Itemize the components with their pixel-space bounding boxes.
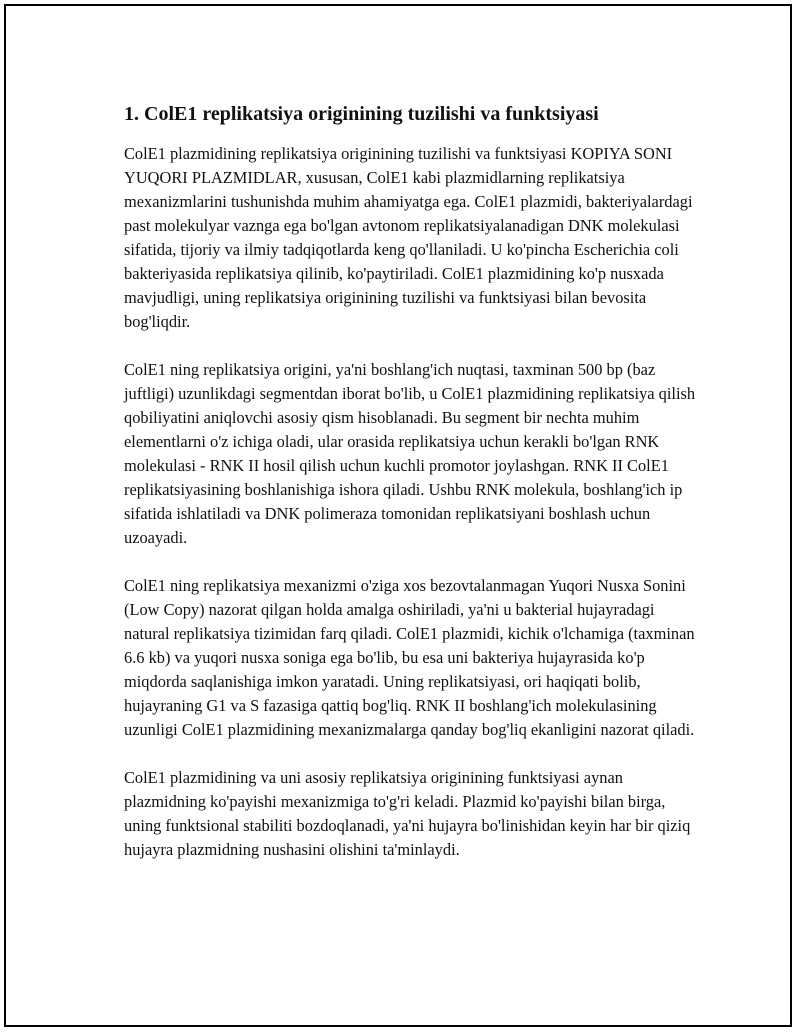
document-body [124, 102, 704, 886]
paragraph-4: ColE1 plazmidining va uni asosiy replikatsiya originining funktsiyasi aynan plazmidning ko'payishi mexanizmiga to'g'ri keladi. Plazmid ko'payishi bilan birga, uning funktsional stabiliti bozdoqlanadi, ya'ni hujayra bo'linishidan keyin har bir qiziq hujayra plazmidning nushasini olishini ta'minlaydi. [124, 768, 691, 859]
paragraph-2: ColE1 ning replikatsiya origini, ya'ni boshlang'ich nuqtasi, taxminan 500 bp (baz juftligi) uzunlikdagi segmentdan iborat bo'lib, u ColE1 plazmidining replikatsiya qilish qobiliyatini aniqlovchi asosiy qism hisoblanadi. Bu segment bir nechta muhim elementlarni o'z ichiga oladi, ular orasida replikatsiya uchun kerakli bo'lgan RNK molekulasi - RNK II hosil qilish uchun kuchli promotor joylashgan. RNK II ColE1 replikatsiyasining boshlanishiga ishora qiladi. Ushbu RNK molekula, boshlang'ich ip sifatida ishlatiladi va DNK polimeraza tomonidan replikatsiyani boshlash uchun uzoayadi. [124, 360, 696, 547]
section-heading: 1. ColE1 replikatsiya originining tuzilishi va funktsiyasi [124, 103, 599, 125]
page-frame [4, 4, 792, 1027]
paragraph-1: ColE1 plazmidining replikatsiya originining tuzilishi va funktsiyasi KOPIYA SONI YUQORI PLAZMIDLAR, xususan, ColE1 kabi plazmidlarning replikatsiya mexanizmlarini tushunishda muhim ahamiyatga ega. ColE1 plazmidi, bakteriyalardagi past molekulyar vaznga ega bo'lgan avtonom replikatsiyalanadigan DNK molekulasi sifatida, tijoriy va ilmiy tadqiqotlarda keng qo'llaniladi. U ko'pincha Escherichia coli bakteriyasida replikatsiya qilinib, ko'paytiriladi. ColE1 plazmidining ko'p nusxada mavjudligi, uning replikatsiya originining tuzilishi va funktsiyasi bilan bevosita bog'liqdir. [124, 144, 693, 331]
paragraph-3: ColE1 ning replikatsiya mexanizmi o'ziga xos bezovtalanmagan Yuqori Nusxa Sonini (Low Copy) nazorat qilgan holda amalga oshiriladi, ya'ni u bakterial hujayradagi natural replikatsiya tizimidan farq qiladi. ColE1 plazmidi, kichik o'lchamiga (taxminan 6.6 kb) va yuqori nusxa soniga ega bo'lib, bu esa uni bakteriya hujayrasida ko'p miqdorda saqlanishiga imkon yaratadi. Uning replikatsiyasi, ori haqiqati bolib, hujayraning G1 va S fazasiga qattiq bog'liq. RNK II boshlang'ich molekulasining uzunligi ColE1 plazmidining mexanizmalarga qanday bog'liq ekanligini nazorat qiladi. [124, 576, 695, 739]
